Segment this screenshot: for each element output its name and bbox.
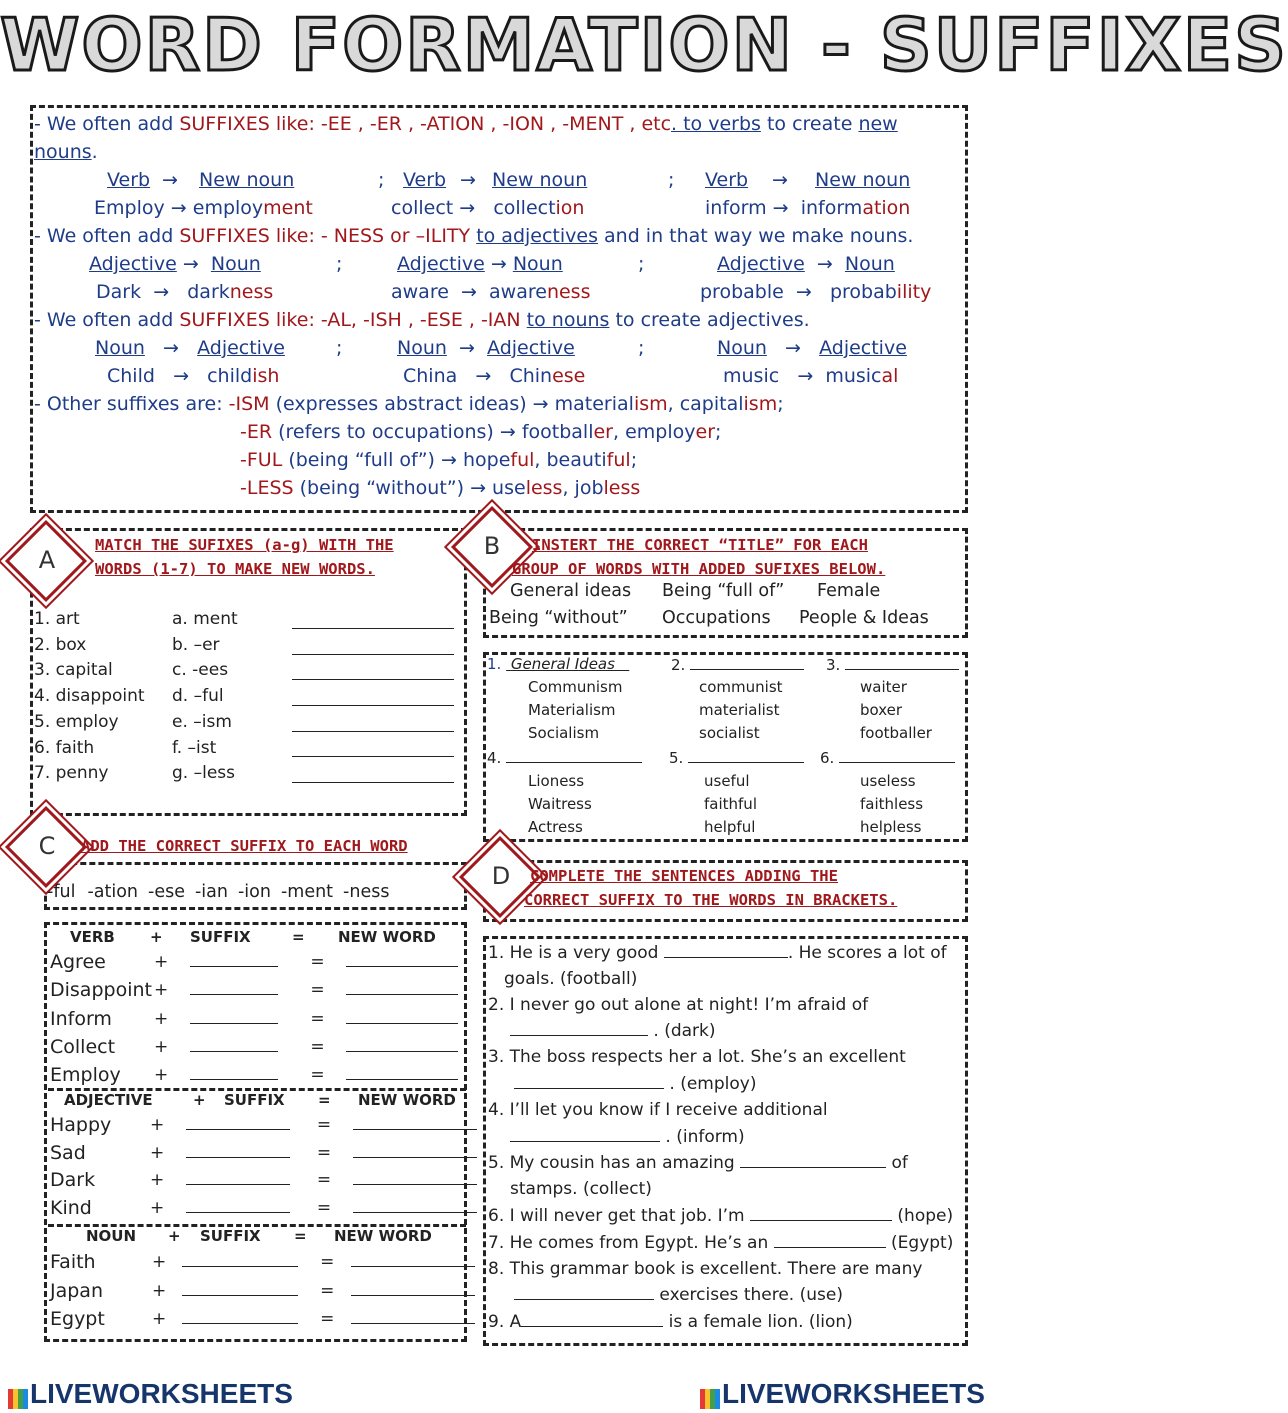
section-b-heading: INSTERT THE CORRECT “TITLE” FOR EACH GROUP OF WORDS WITH ADDED SUFIXES BELOW.	[512, 536, 886, 578]
title-people: People & Ideas	[799, 608, 929, 628]
hdr-newnoun-1: New noun	[199, 169, 295, 191]
newword-col-header: NEW WORD	[334, 1227, 432, 1245]
sentence-4: 4. I’ll let you know if I receive additional	[488, 1099, 828, 1120]
equals: =	[294, 1227, 307, 1245]
hdr-verb-2: Verb	[403, 169, 447, 191]
plus: +	[150, 928, 163, 946]
suffix-input[interactable]	[190, 977, 278, 995]
answer-input[interactable]	[845, 653, 959, 670]
group-1-title: 1. General Ideas	[487, 655, 615, 673]
semi: ;	[638, 253, 645, 275]
sentence-2: 2. I never go out alone at night! I’m afraid of	[488, 994, 869, 1015]
answer-input[interactable]	[292, 607, 454, 629]
group-4-words: Lioness Waitress Actress	[528, 772, 592, 836]
hdr-newnoun-3: New noun	[815, 169, 911, 191]
suffix-input[interactable]	[190, 1062, 278, 1080]
worksheet-title: WORD FORMATION - SUFFIXES	[0, 3, 1288, 87]
group-3-title: 3.	[826, 653, 959, 677]
example-collect: collect → collection	[391, 197, 585, 219]
section-a-letter: A	[38, 546, 56, 574]
example-inform: inform → information	[705, 197, 911, 219]
sentence-6: 6. I will never get that job. I’m (hope)	[488, 1203, 953, 1230]
suffix-col-header: SUFFIX	[190, 928, 251, 946]
section-a-heading: MATCH THE SUFIXES (a-g) WITH THE WORDS (1-7) TO MAKE NEW WORDS.	[95, 536, 394, 578]
group-1-words: Communism Materialism Socialism	[528, 678, 623, 742]
new-word-input[interactable]	[353, 1167, 477, 1185]
arrow: →	[460, 169, 476, 191]
adjective-list: Happy Sad Dark Kind	[50, 1114, 112, 1220]
hdr-noun-1: Noun → Adjective	[95, 337, 285, 359]
suffix-input[interactable]	[186, 1195, 290, 1213]
new-word-input[interactable]	[346, 949, 458, 967]
suffix-input[interactable]	[182, 1249, 298, 1267]
verb-rows: + = + = + = + = + =	[154, 948, 458, 1089]
group-5-title: 5.	[669, 746, 804, 770]
new-word-input[interactable]	[353, 1140, 477, 1158]
other-ism: - Other suffixes are: -ISM (expresses abstract ideas) → materialism, capitalism;	[34, 393, 784, 415]
newword-col-header: NEW WORD	[358, 1091, 456, 1109]
group-2-title: 2.	[671, 653, 804, 677]
group-3-words: waiter boxer footballer	[860, 678, 932, 742]
answer-input[interactable]	[510, 1124, 660, 1142]
semi: ;	[638, 337, 645, 359]
new-word-input[interactable]	[351, 1278, 475, 1296]
answer-input[interactable]	[292, 735, 454, 757]
suffix-col-header: SUFFIX	[200, 1227, 261, 1245]
intro-section: - We often add SUFFIXES like: -EE , -ER , -ATION , -ION , -MENT , etc. to verbs to create new nouns.	[34, 110, 964, 166]
hdr-adj-1: Adjective → Noun	[89, 253, 261, 275]
hdr-adj-2: Adjective → Noun	[397, 253, 563, 275]
suffix-bank: -ful -ation -ese -ian -ion -ment -ness	[47, 882, 390, 902]
verb-list: Agree Disappoint Inform Collect Employ	[50, 951, 152, 1087]
suffix-input[interactable]	[190, 1034, 278, 1052]
hdr-newnoun-2: New noun	[492, 169, 588, 191]
answer-input[interactable]	[664, 940, 788, 958]
suffix-input[interactable]	[186, 1167, 290, 1185]
answer-input[interactable]	[292, 633, 454, 655]
sentence-3: 3. The boss respects her a lot. She’s an excellent	[488, 1047, 906, 1068]
equals: =	[318, 1091, 331, 1109]
example-aware: aware → awareness	[391, 281, 591, 303]
new-word-input[interactable]	[353, 1195, 477, 1213]
answer-input[interactable]	[292, 710, 454, 732]
section-c-letter: C	[38, 832, 56, 860]
group-5-words: useful faithful helpful	[704, 772, 757, 836]
other-er: -ER (refers to occupations) → footballer, employer;	[240, 421, 722, 443]
rule-2: - We often add SUFFIXES like: - NESS or –ILITY to adjectives and in that way we make nouns.	[34, 225, 914, 247]
rule-3: - We often add SUFFIXES like: -AL, -ISH , -ESE , -IAN to nouns to create adjectives.	[34, 309, 810, 331]
suffix-col-header: SUFFIX	[224, 1091, 285, 1109]
answer-input[interactable]	[839, 746, 955, 763]
newword-col-header: NEW WORD	[338, 928, 436, 946]
group-2-words: communist materialist socialist	[699, 678, 783, 742]
example-china: China → Chinese	[403, 365, 586, 387]
semi: ;	[336, 253, 343, 275]
answer-input[interactable]	[292, 658, 454, 680]
arrow: →	[772, 169, 788, 191]
title-occupations: Occupations	[662, 608, 771, 628]
hdr-noun-2: Noun → Adjective	[397, 337, 575, 359]
hdr-verb-1: Verb	[107, 169, 151, 191]
group-4-title: 4.	[487, 746, 642, 770]
section-d-letter: D	[491, 862, 511, 890]
answer-input[interactable]	[514, 1071, 664, 1089]
noun-rows: + = + = + =	[152, 1248, 475, 1334]
rule-1: - We often add SUFFIXES like: -EE , -ER , -ATION , -ION , -MENT , etc. to verbs to create new	[34, 113, 898, 135]
example-dark: Dark → darkness	[96, 281, 274, 303]
section-a-suffixes: a. ment b. –er c. -ees d. –ful e. –ism f. –ist g. –less	[172, 609, 238, 784]
liveworksheets-logo-icon	[8, 1389, 28, 1409]
answer-input[interactable]	[740, 1150, 886, 1168]
new-word-input[interactable]	[351, 1306, 475, 1324]
noun-list: Faith Japan Egypt	[50, 1251, 105, 1331]
group-6-words: useless faithless helpless	[860, 772, 924, 836]
section-b-letter: B	[483, 532, 501, 560]
other-less: -LESS (being “without”) → useless, jobless	[240, 477, 641, 499]
brand-right: LIVEWORKSHEETS	[700, 1378, 985, 1410]
example-music: music → musical	[723, 365, 899, 387]
brand-left: LIVEWORKSHEETS	[8, 1378, 293, 1410]
section-a-words: 1. art 2. box 3. capital 4. disappoint 5. employ 6. faith 7. penny	[34, 609, 145, 784]
answer-input[interactable]	[292, 684, 454, 706]
suffix-input[interactable]	[182, 1306, 298, 1324]
sentence-list: 1. He is a very good . He scores a lot of goals. (football) 2. I never go out alone at night! I’m afraid of . (dark) 3. The boss respects her a lot. She’s an excellent . (employ) 4. I’ll let you know if I receive additional . (inform) 5. My cousin has an amazing of stamps. (collect) 6. I will never get that job. I’m (hope) 7. He comes from Egypt. He’s an (Egypt) 8. This grammar book is excellent. There are many exercises there. (use) 9. A is a female lion. (lion)	[488, 940, 953, 1336]
answer-input[interactable]	[292, 761, 454, 783]
answer-input[interactable]	[690, 653, 804, 670]
answer-input[interactable]	[521, 1309, 663, 1327]
equals: =	[292, 928, 305, 946]
hdr-noun-3: Noun → Adjective	[717, 337, 907, 359]
sentence-9: 9. A is a female lion. (lion)	[488, 1309, 953, 1336]
new-word-input[interactable]	[353, 1112, 477, 1130]
answer-input[interactable]	[688, 746, 804, 763]
example-probable: probable → probability	[700, 281, 932, 303]
hdr-adj-3: Adjective → Noun	[717, 253, 895, 275]
liveworksheets-logo-icon	[700, 1389, 720, 1409]
plus: +	[168, 1227, 181, 1245]
suffix-input[interactable]	[190, 949, 278, 967]
section-d-heading: COMPLETE THE SENTENCES ADDING THE CORRECT SUFFIX TO THE WORDS IN BRACKETS.	[524, 867, 898, 909]
answer-input[interactable]	[750, 1203, 892, 1221]
section-a-answer-lines	[292, 607, 454, 787]
verb-col-header: VERB	[70, 928, 115, 946]
new-word-input[interactable]	[346, 1034, 458, 1052]
arrow: →	[162, 169, 178, 191]
example-employ: Employ → employment	[94, 197, 313, 219]
title-female: Female	[817, 581, 881, 601]
title-without: Being “without”	[489, 608, 628, 628]
adjective-rows: + = + = + = + =	[150, 1112, 477, 1223]
sentence-8: 8. This grammar book is excellent. There are many	[488, 1258, 923, 1279]
sentence-5: 5. My cousin has an amazing of	[488, 1150, 953, 1177]
answer-input[interactable]	[510, 1018, 648, 1036]
plus: +	[193, 1091, 206, 1109]
answer-input[interactable]	[506, 746, 642, 763]
suffix-input[interactable]	[182, 1278, 298, 1296]
suffix-input[interactable]	[186, 1140, 290, 1158]
title-full: Being “full of”	[662, 581, 785, 601]
sentence-7: 7. He comes from Egypt. He’s an (Egypt)	[488, 1230, 953, 1257]
new-word-input[interactable]	[346, 1006, 458, 1024]
new-word-input[interactable]	[346, 977, 458, 995]
semi: ;	[378, 169, 385, 191]
semi: ;	[668, 169, 675, 191]
answer-input[interactable]	[514, 1282, 654, 1300]
other-ful: -FUL (being “full of”) → hopeful, beautiful;	[240, 449, 638, 471]
group-6-title: 6.	[820, 746, 955, 770]
hdr-verb-3: Verb	[705, 169, 749, 191]
suffix-input[interactable]	[186, 1112, 290, 1130]
suffix-input[interactable]	[190, 1006, 278, 1024]
new-word-input[interactable]	[346, 1062, 458, 1080]
example-child: Child → childish	[107, 365, 280, 387]
title-general: General ideas	[510, 581, 632, 601]
sentence-1: 1. He is a very good . He scores a lot of	[488, 940, 953, 967]
adjective-col-header: ADJECTIVE	[64, 1091, 153, 1109]
new-word-input[interactable]	[351, 1249, 475, 1267]
noun-col-header: NOUN	[86, 1227, 137, 1245]
section-c-heading: ADD THE CORRECT SUFFIX TO EACH WORD	[81, 837, 408, 855]
answer-input[interactable]	[774, 1230, 886, 1248]
semi: ;	[336, 337, 343, 359]
